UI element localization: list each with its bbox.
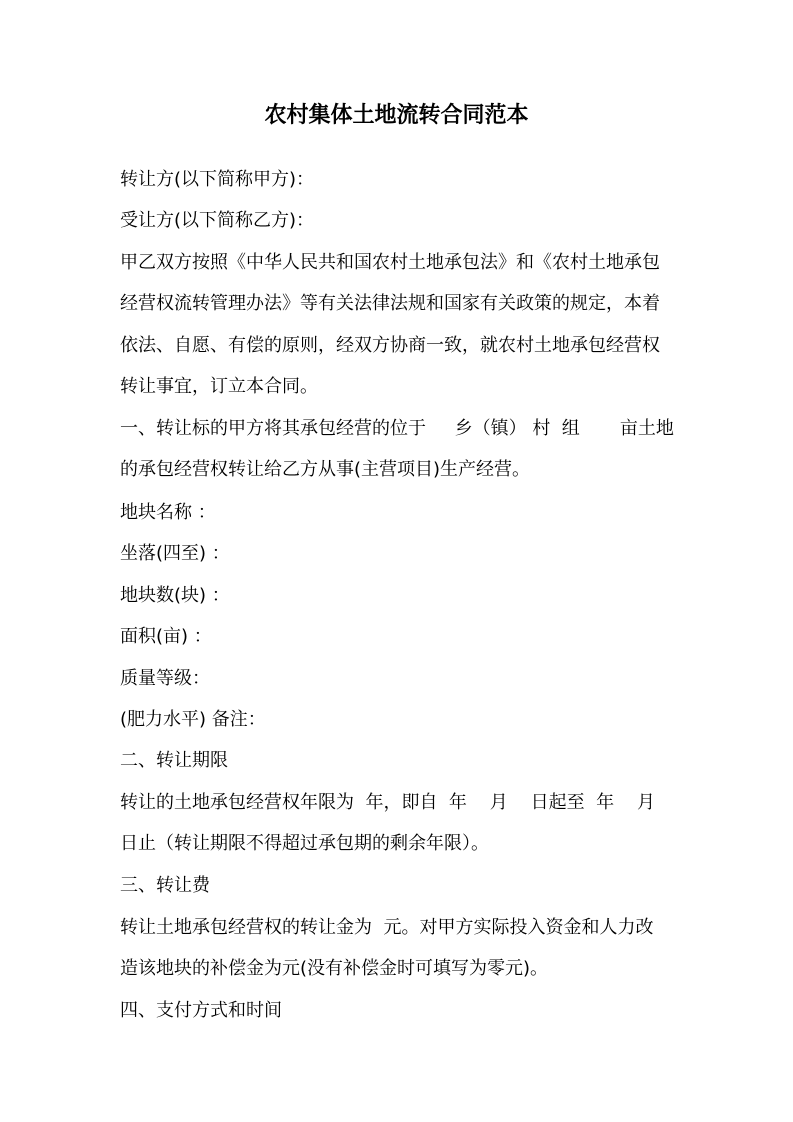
section-1-line-1: 一、转让标的甲方将其承包经营的位于 乡（镇） 村 组 亩土地: [120, 418, 674, 439]
preamble-line-1: 甲乙双方按照《中华人民共和国农村土地承包法》和《农村土地承包: [120, 252, 660, 273]
section-1-line-2: 的承包经营权转让给乙方从事(主营项目)生产经营。: [120, 459, 531, 480]
preamble-line-4: 转让事宜，订立本合同。: [120, 376, 318, 397]
plot-count-field: 地块数(块) ：: [120, 585, 230, 606]
fertility-remarks-field: (肥力水平) 备注：: [120, 709, 266, 730]
plot-area-field: 面积(亩) ：: [120, 626, 212, 647]
transferor-line: 转让方(以下简称甲方)：: [120, 169, 315, 190]
preamble-line-2: 经营权流转管理办法》等有关法律法规和国家有关政策的规定，本着: [120, 293, 660, 314]
section-2-line-1: 转让的土地承包经营权年限为 年，即自 年 月 日起至 年 月: [120, 792, 655, 813]
section-3-heading: 三、转让费: [120, 875, 210, 896]
section-2-heading: 二、转让期限: [120, 750, 228, 771]
plot-location-field: 坐落(四至) ：: [120, 543, 230, 564]
section-3-line-1: 转让土地承包经营权的转让金为 元。对甲方实际投入资金和人力改: [120, 917, 654, 938]
quality-grade-field: 质量等级：: [120, 668, 210, 689]
section-3-line-2: 造该地块的补偿金为元(没有补偿金时可填写为零元)。: [120, 958, 549, 979]
section-2-line-2: 日止（转让期限不得超过承包期的剩余年限）。: [120, 833, 489, 854]
document-title: 农村集体土地流转合同范本: [264, 103, 529, 128]
plot-name-field: 地块名称 ：: [120, 502, 216, 523]
preamble-line-3: 依法、自愿、有偿的原则，经双方协商一致，就农村土地承包经营权: [120, 335, 660, 356]
transferee-line: 受让方(以下简称乙方)：: [120, 210, 315, 231]
section-4-heading: 四、支付方式和时间: [120, 1000, 282, 1021]
